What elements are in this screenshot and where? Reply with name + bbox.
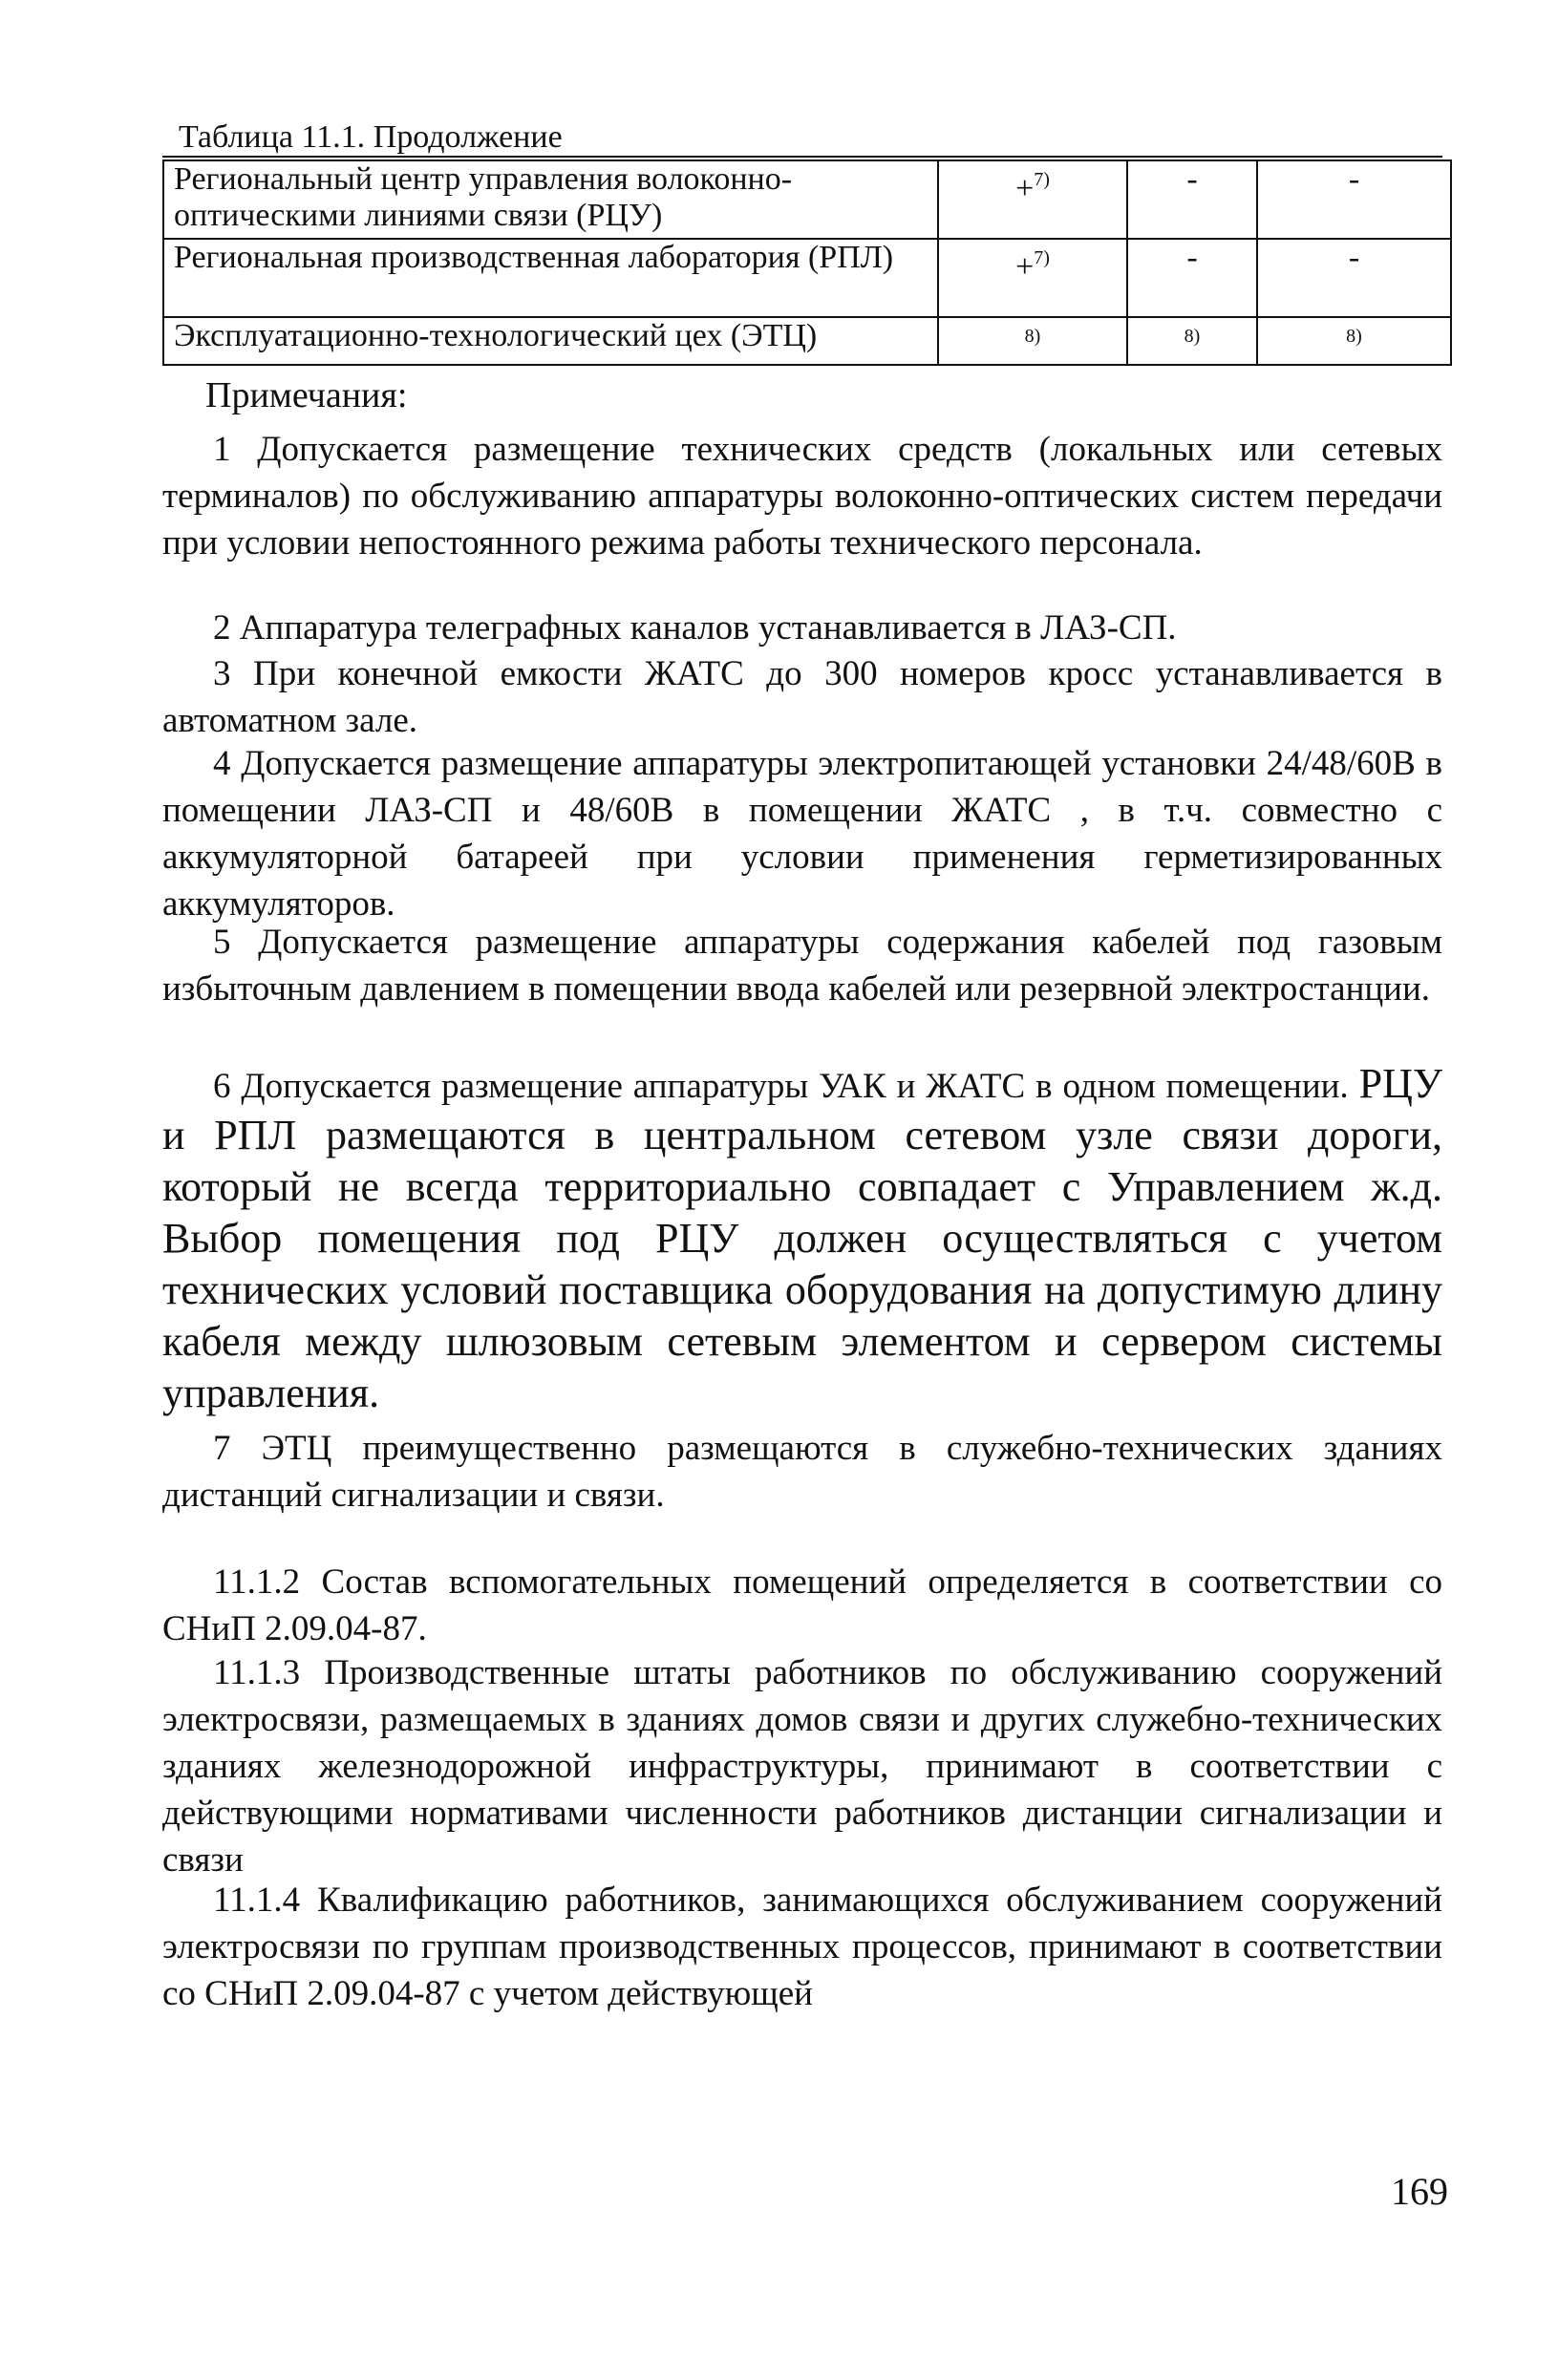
note-6-inserted-text: РЦУ и РПЛ размещаются в центральном сетевом узле связи дороги, который не всегда территориально совпадает с Управлением ж.д. Выбор помещения под РЦУ должен осуществляться с учетом технических условий поставщика оборудования на допустимую длину кабеля между шлюзовым сетевым элементом и сервером системы управления. xyxy=(162,1060,1443,1416)
note-4: 4 Допускается размещение аппаратуры электропитающей установки 24/48/60В в помещении ЛАЗ-СП и 48/60В в помещении ЖАТС , в т.ч. совместно с аккумуляторной батареей при условии применения герметизированных аккумуляторов. xyxy=(162,744,1442,924)
row-name: Эксплуатационно-технологический цех (ЭТЦ) xyxy=(163,317,938,365)
footnote-ref: 8) xyxy=(1024,326,1041,347)
section-11-1-4: 11.1.4 Квалификацию работников, занимающихся обслуживанием сооружений электросвязи по группам производственных процессов, принимают в соответствии со СНиП 2.09.04-87 с учетом действующей xyxy=(162,1881,1442,2013)
cell-col3 xyxy=(1257,317,1451,365)
row-name: Региональная производственная лаборатория (РПЛ) xyxy=(163,239,938,317)
table-row xyxy=(163,239,1451,317)
cell-col1 xyxy=(938,317,1127,365)
cell-value: + xyxy=(1015,249,1035,285)
table-row xyxy=(163,160,1451,239)
row-name: Региональный центр управления волоконно-оптическими линиями связи (РЦУ) xyxy=(163,160,938,239)
continuation-table xyxy=(162,159,1452,366)
section-11-1-2: 11.1.2 Состав вспомогательных помещений определяется в соответствии со СНиП 2.09.04-87. xyxy=(162,1562,1442,1648)
section-11-1-3: 11.1.3 Производственные штаты работников по обслуживанию сооружений электросвязи, размещаемых в зданиях домов связи и других служебно-технических зданиях железнодорожной инфраструктуры, принимают в соответствии с действующими нормативами численности работников дистанции сигнализации и связи xyxy=(162,1653,1442,1880)
note-6-text: 6 Допускается размещение аппаратуры УАК и ЖАТС в одном помещении. xyxy=(213,1067,1349,1106)
cell-col2: - xyxy=(1127,239,1257,317)
note-2: 2 Аппаратура телеграфных каналов устанавливается в ЛАЗ-СП. xyxy=(213,608,1177,648)
footnote-ref: 7) xyxy=(1034,169,1050,190)
cell-col3: - xyxy=(1257,160,1451,239)
footnote-ref: 7) xyxy=(1034,247,1050,268)
note-1: 1 Допускается размещение технических средств (локальных или сетевых терминалов) по обслуживанию аппаратуры волоконно-оптических систем передачи при условии непостоянного режима работы технического персонала. xyxy=(162,430,1442,563)
cell-col2: - xyxy=(1127,160,1257,239)
footnote-ref: 8) xyxy=(1346,326,1362,347)
note-5: 5 Допускается размещение аппаратуры содержания кабелей под газовым избыточным давлением в помещении ввода кабелей или резервной электростанции. xyxy=(162,923,1442,1009)
page-number: 169 xyxy=(1391,2170,1448,2213)
note-7: 7 ЭТЦ преимущественно размещаются в служебно-технических зданиях дистанций сигнализации и связи. xyxy=(162,1429,1442,1515)
cell-col3: - xyxy=(1257,239,1451,317)
table-top-rule xyxy=(162,156,1442,158)
note-6 xyxy=(162,1058,1442,1419)
cell-col1 xyxy=(938,239,1127,317)
table-row xyxy=(163,317,1451,365)
notes-title: Примечания: xyxy=(205,375,408,415)
footnote-ref: 8) xyxy=(1184,326,1201,347)
cell-col1 xyxy=(938,160,1127,239)
table-caption: Таблица 11.1. Продолжение xyxy=(179,119,563,155)
cell-col2 xyxy=(1127,317,1257,365)
cell-value: + xyxy=(1015,171,1035,206)
note-3: 3 При конечной емкости ЖАТС до 300 номеров кросс устанавливается в автоматном зале. xyxy=(162,654,1442,740)
